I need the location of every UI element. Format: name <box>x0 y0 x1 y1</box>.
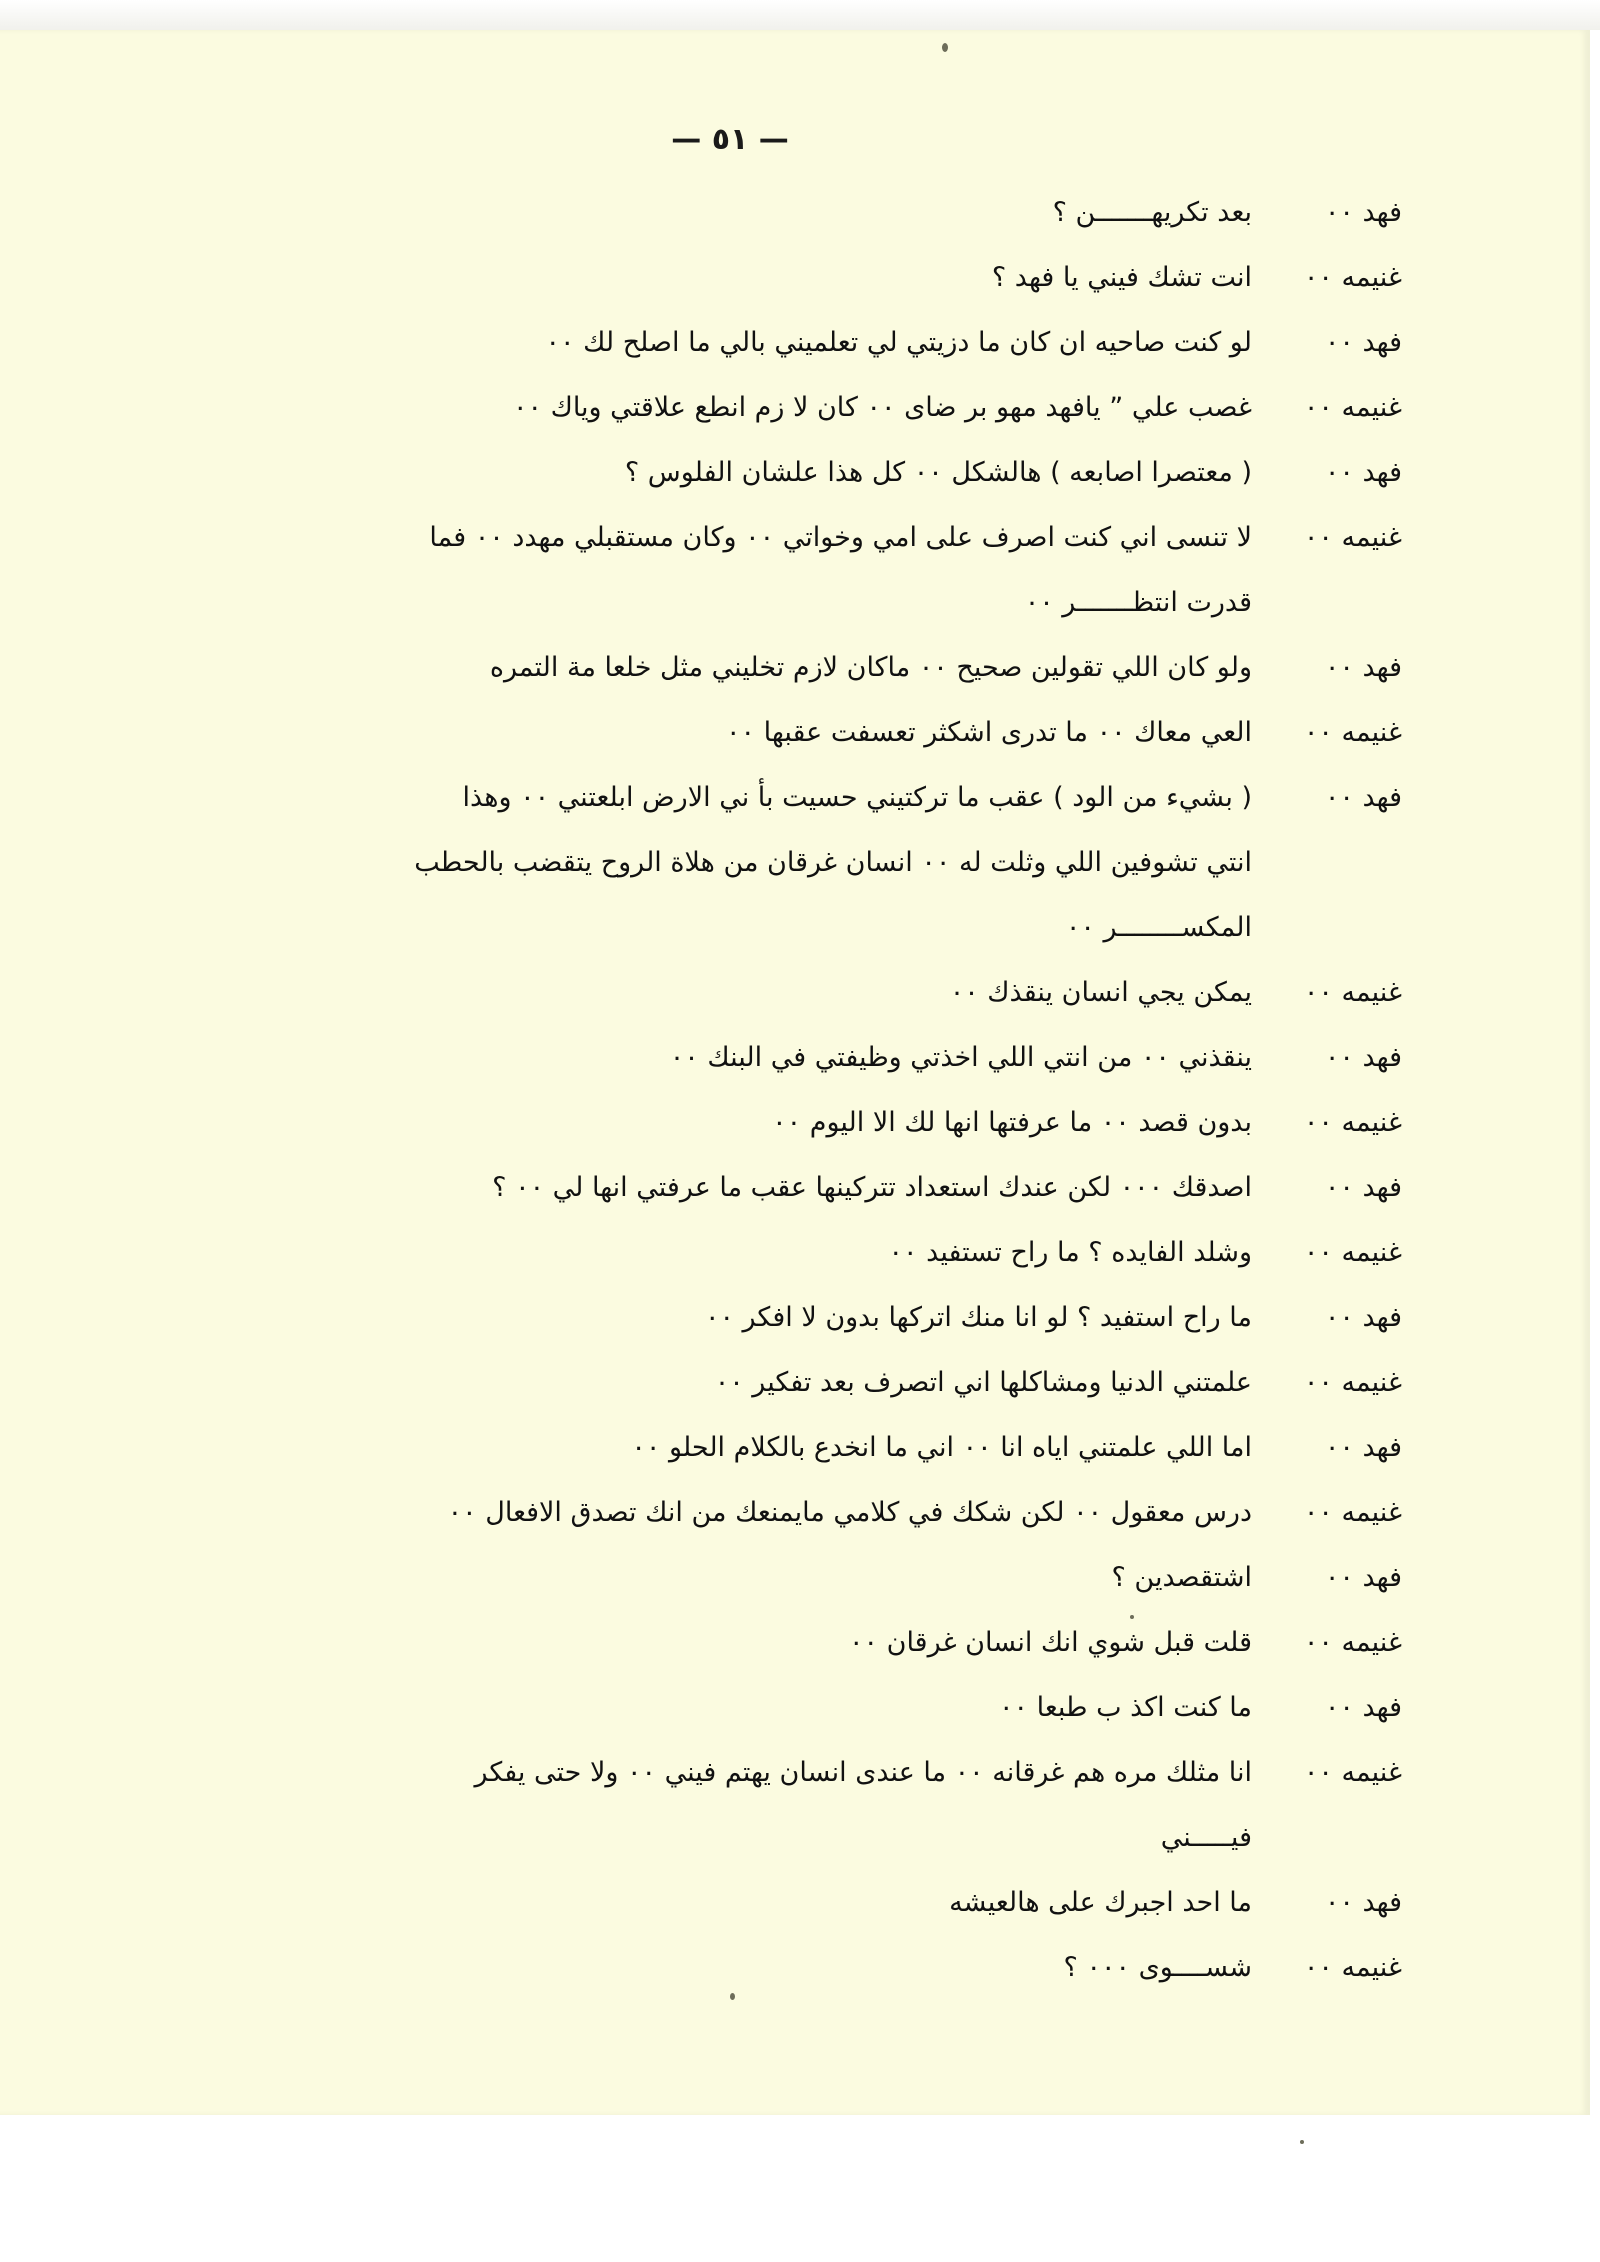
dialogue-line: انت تشك فيني يا فهد ؟ <box>991 262 1252 293</box>
dialogue-line: العي معاك ٠٠ ما تدرى اشكثر تعسفت عقبها ٠٠ <box>726 717 1252 748</box>
dialogue-text <box>72 1350 1252 1415</box>
dialogue-line: انتي تشوفين اللي وثلت له ٠٠ انسان غرقان من هلاة الروح يتقضب بالحطب <box>414 847 1252 878</box>
speaker-name: فهد ٠٠ <box>1324 1042 1402 1073</box>
dialogue-entry <box>72 1935 1402 2000</box>
dialogue-text <box>72 1610 1252 1675</box>
speaker-name: فهد ٠٠ <box>1324 652 1402 683</box>
dialogue-line: ( بشيء من الود ) عقب ما تركتيني حسيت بأ ني الارض ابلعتني ٠٠ وهذا <box>462 782 1252 813</box>
page-number: — ٥١ — <box>671 122 789 157</box>
dialogue-text <box>72 1870 1252 1935</box>
dialogue-text <box>72 1220 1252 1285</box>
dialogue-line: بعد تكريهـــــــن ؟ <box>1052 197 1252 228</box>
speaker-name: غنيمه ٠٠ <box>1303 717 1402 748</box>
speaker-name: فهد ٠٠ <box>1324 1172 1402 1203</box>
speaker-name: فهد ٠٠ <box>1324 457 1402 488</box>
dialogue-line: لو كنت صاحيه ان كان ما دزيتي لي تعلميني بالي ما اصلح لك ٠٠ <box>545 327 1252 358</box>
dialogue-entry <box>72 1025 1402 1090</box>
dialogue-text <box>72 1675 1252 1740</box>
dialogue-text <box>72 505 1252 635</box>
dialogue-entry <box>72 1675 1402 1740</box>
dialogue-text <box>72 1415 1252 1480</box>
dialogue-entry <box>72 1870 1402 1935</box>
dialogue-line: فيـــــني <box>1160 1822 1252 1853</box>
speaker-name: فهد ٠٠ <box>1324 1562 1402 1593</box>
dialogue-entry <box>72 765 1402 960</box>
dialogue-entry <box>72 1545 1402 1610</box>
dialogue-text <box>72 1285 1252 1350</box>
dialogue-line: اشتقصدين ؟ <box>1111 1562 1252 1593</box>
dialogue-line: اصدقك ٠٠٠ لكن عندك استعداد تتركينها عقب ما عرفتي انها لي ٠٠ ؟ <box>492 1172 1252 1203</box>
dialogue-text <box>72 180 1252 245</box>
dialogue-text <box>72 245 1252 310</box>
speaker-name: غنيمه ٠٠ <box>1303 1627 1402 1658</box>
dialogue-entry <box>72 1220 1402 1285</box>
dialogue-entry <box>72 440 1402 505</box>
dialogue-text <box>72 1480 1252 1545</box>
dialogue-line: ( معتصرا اصابعه ) هالشكل ٠٠ كل هذا علشان الفلوس ؟ <box>624 457 1252 488</box>
dialogue-line: ولو كان اللي تقولين صحيح ٠٠ ماكان لازم تخليني مثل خلعا مة التمره <box>489 652 1252 683</box>
dialogue-entry <box>72 1740 1402 1870</box>
dialogue-line: درس معقول ٠٠ لكن شكك في كلامي مايمنعك من انك تصدق الافعال ٠٠ <box>447 1497 1252 1528</box>
ink-speck <box>1300 2140 1304 2144</box>
dialogue-entry <box>72 245 1402 310</box>
dialogue-entry <box>72 505 1402 635</box>
dialogue-text <box>72 1935 1252 2000</box>
dialogue-entry <box>72 375 1402 440</box>
dialogue-entry <box>72 1415 1402 1480</box>
dialogue-line: قدرت انتظـــــــر ٠٠ <box>1024 587 1252 618</box>
speaker-name: فهد ٠٠ <box>1324 1887 1402 1918</box>
dialogue-entry <box>72 635 1402 700</box>
speaker-name: فهد ٠٠ <box>1324 782 1402 813</box>
dialogue-line: يمكن يجي انسان ينقذك ٠٠ <box>949 977 1252 1008</box>
dialogue-line: لا تنسى اني كنت اصرف على امي وخواتي ٠٠ وكان مستقبلي مهدد ٠٠ فما <box>429 522 1252 553</box>
dialogue-line: قلت قبل شوي انك انسان غرقان ٠٠ <box>849 1627 1252 1658</box>
dialogue-text <box>72 700 1252 765</box>
dialogue-line: علمتني الدنيا ومشاكلها اني اتصرف بعد تفكير ٠٠ <box>714 1367 1252 1398</box>
speaker-name: غنيمه ٠٠ <box>1303 1237 1402 1268</box>
dialogue-text <box>72 1025 1252 1090</box>
dialogue-text <box>72 310 1252 375</box>
scan-margin <box>0 0 1600 30</box>
dialogue-line: ما احد اجبرك على هالعيشه <box>949 1887 1252 1918</box>
dialogue-text <box>72 765 1252 960</box>
dialogue-text <box>72 1740 1252 1870</box>
dialogue-text <box>72 440 1252 505</box>
speaker-name: فهد ٠٠ <box>1324 327 1402 358</box>
dialogue-entry <box>72 1350 1402 1415</box>
speaker-name: غنيمه ٠٠ <box>1303 1367 1402 1398</box>
speaker-name: غنيمه ٠٠ <box>1303 1497 1402 1528</box>
dialogue-entry <box>72 1480 1402 1545</box>
dialogue-line: المكســــــــر ٠٠ <box>1065 912 1252 943</box>
dialogue-line: بدون قصد ٠٠ ما عرفتها انها لك الا اليوم ٠٠ <box>772 1107 1252 1138</box>
dialogue-line: غصب علي ˮ يافهد مهو بر ضاى ٠٠ كان لا زم انطع علاقتي وياك ٠٠ <box>512 392 1252 423</box>
dialogue-text <box>72 960 1252 1025</box>
ink-speck <box>942 43 948 52</box>
dialogue-entry <box>72 1155 1402 1220</box>
dialogue-entry <box>72 310 1402 375</box>
speaker-name: فهد ٠٠ <box>1324 1302 1402 1333</box>
speaker-name: غنيمه ٠٠ <box>1303 1107 1402 1138</box>
dialogue-line: ينقذني ٠٠ من انتي اللي اخذتي وظيفتي في البنك ٠٠ <box>669 1042 1252 1073</box>
speaker-name: غنيمه ٠٠ <box>1303 1757 1402 1788</box>
dialogue-line: وشلد الفايده ؟ ما راح تستفيد ٠٠ <box>888 1237 1252 1268</box>
dialogue-line: ما راح استفيد ؟ لو انا منك اتركها بدون لا افكر ٠٠ <box>704 1302 1252 1333</box>
speaker-name: فهد ٠٠ <box>1324 1692 1402 1723</box>
speaker-name: غنيمه ٠٠ <box>1303 1952 1402 1983</box>
dialogue-line: ما كنت اكذ ب طبعا ٠٠ <box>999 1692 1252 1723</box>
dialogue-script <box>72 180 1402 2000</box>
dialogue-entry <box>72 180 1402 245</box>
dialogue-text <box>72 1090 1252 1155</box>
dialogue-text <box>72 1545 1252 1610</box>
dialogue-entry <box>72 960 1402 1025</box>
dialogue-entry <box>72 1090 1402 1155</box>
dialogue-text <box>72 375 1252 440</box>
dialogue-text <box>72 1155 1252 1220</box>
dialogue-entry <box>72 700 1402 765</box>
dialogue-line: اما اللي علمتني اياه انا ٠٠ اني ما انخدع بالكلام الحلو ٠٠ <box>631 1432 1252 1463</box>
dialogue-entry <box>72 1285 1402 1350</box>
speaker-name: غنيمه ٠٠ <box>1303 392 1402 423</box>
speaker-name: غنيمه ٠٠ <box>1303 262 1402 293</box>
dialogue-entry <box>72 1610 1402 1675</box>
dialogue-line: شســــوى ٠٠٠ ؟ <box>1063 1952 1252 1983</box>
speaker-name: فهد ٠٠ <box>1324 1432 1402 1463</box>
dialogue-line: انا مثلك مره هم غرقانه ٠٠ ما عندى انسان يهتم فيني ٠٠ ولا حتى يفكر <box>474 1757 1252 1788</box>
dialogue-text <box>72 635 1252 700</box>
speaker-name: غنيمه ٠٠ <box>1303 977 1402 1008</box>
speaker-name: فهد ٠٠ <box>1324 197 1402 228</box>
speaker-name: غنيمه ٠٠ <box>1303 522 1402 553</box>
